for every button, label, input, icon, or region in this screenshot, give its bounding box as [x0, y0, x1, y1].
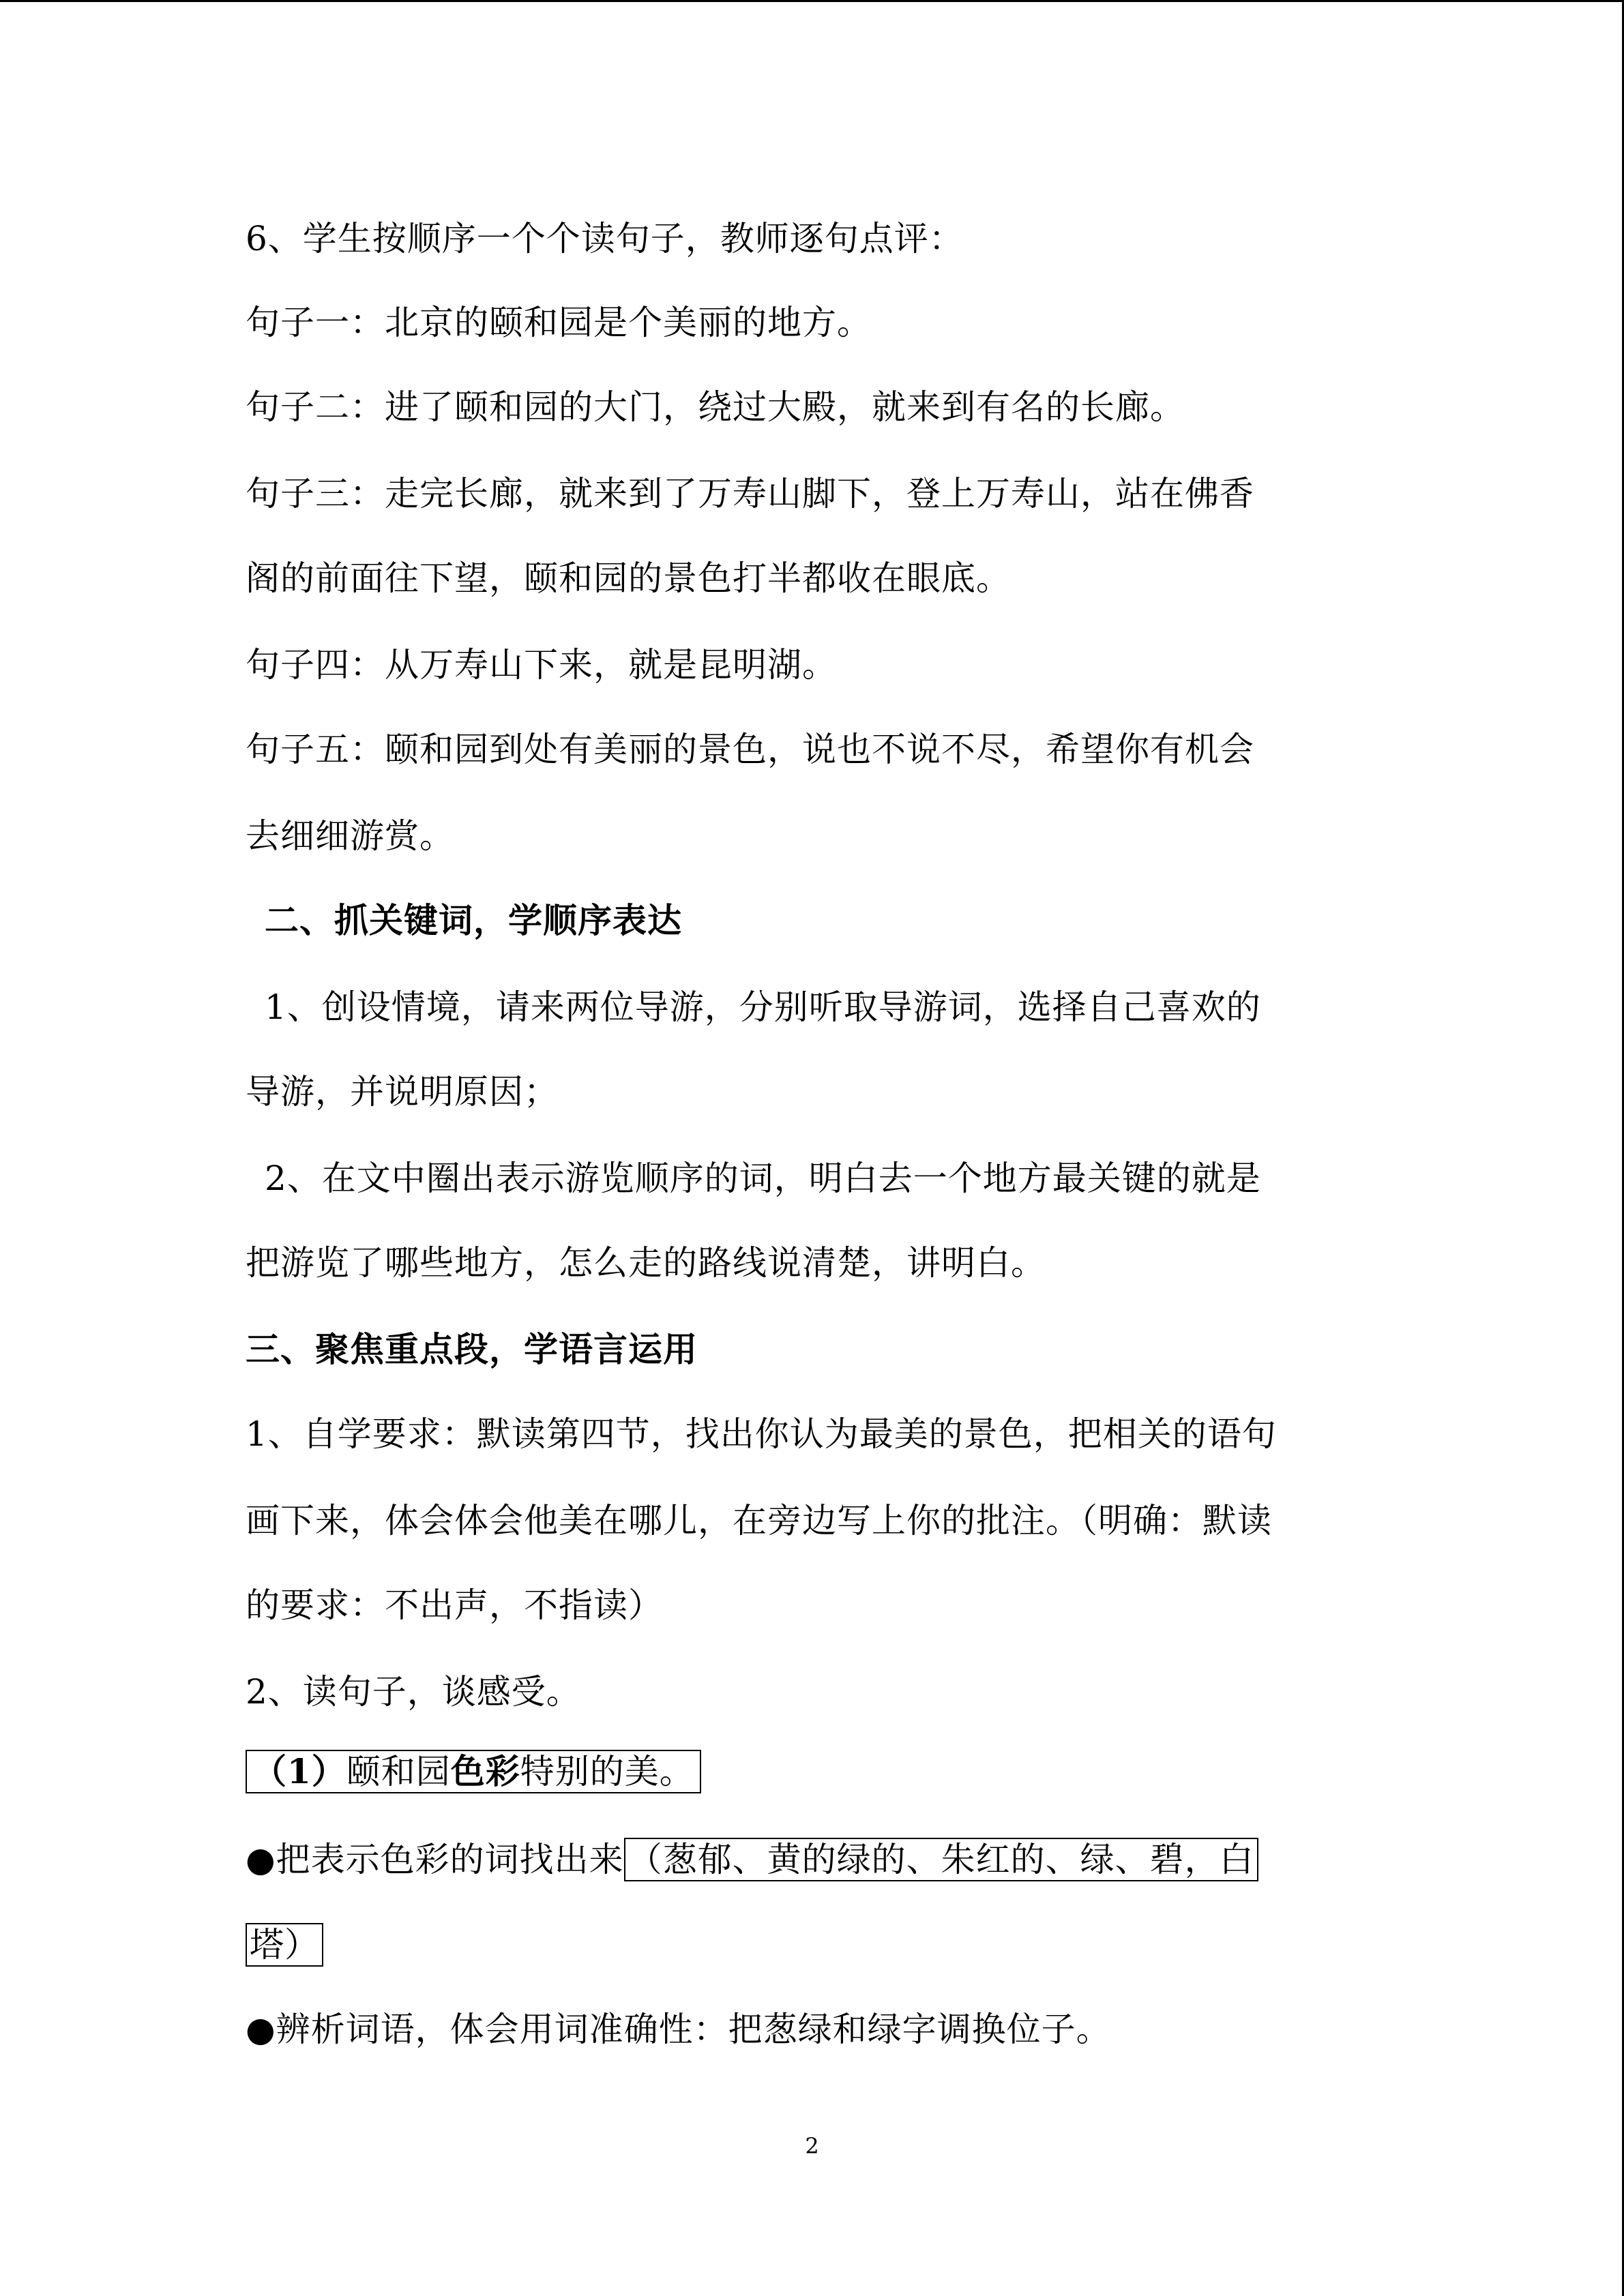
sentence-five-cont: 去细细游赏。 [246, 816, 454, 856]
box-text-a: 颐和园 [346, 1752, 451, 1791]
sentence-one: 句子一：北京的颐和园是个美丽的地方。 [246, 303, 872, 342]
color-beauty-box [246, 1750, 701, 1793]
color-words-answer-box: （葱郁、黄的绿的、朱红的、绿、碧，白 [624, 1838, 1258, 1881]
self-study-requirement: 1、自学要求：默读第四节，找出你认为最美的景色，把相关的语句 [246, 1414, 1277, 1454]
color-beauty-box-line [246, 1750, 701, 1793]
sentence-four: 句子四：从万寿山下来，就是昆明湖。 [246, 645, 837, 685]
color-words-answer-box-cont: 塔） [246, 1923, 323, 1967]
find-color-words-line [246, 1838, 1258, 1881]
box-number: （1） [252, 1751, 346, 1791]
self-study-requirement-cont: 画下来，体会体会他美在哪儿，在旁边写上你的批注。（明确：默读 [246, 1501, 1272, 1540]
step-2-circle-words: 2、在文中圈出表示游览顺序的词，明白去一个地方最关键的就是 [265, 1159, 1261, 1198]
step-1-cont: 导游，并说明原因； [246, 1072, 559, 1112]
sentence-five: 句子五：颐和园到处有美丽的景色，说也不说不尽，希望你有机会 [246, 730, 1254, 769]
self-study-requirement-end: 的要求：不出声，不指读） [246, 1585, 663, 1625]
step-2-cont: 把游览了哪些地方，怎么走的路线说清楚，讲明白。 [246, 1243, 1046, 1283]
section-heading-two: 二、抓关键词，学顺序表达 [265, 900, 682, 940]
paragraph-step-6: 6、学生按顺序一个个读句子，教师逐句点评： [246, 219, 964, 258]
section-heading-three: 三、聚焦重点段，学语言运用 [246, 1329, 698, 1369]
sentence-two: 句子二：进了颐和园的大门，绕过大殿，就来到有名的长廊。 [246, 387, 1185, 427]
find-color-words-text: ●把表示色彩的词找出来 [246, 1840, 624, 1879]
box-text-c: 特别的美。 [520, 1752, 694, 1791]
page-number: 2 [805, 2133, 819, 2159]
sentence-three-cont: 阁的前面往下望，颐和园的景色打半都收在眼底。 [246, 558, 1011, 598]
word-analysis-line: ●辨析词语，体会用词准确性：把葱绿和绿字调换位子。 [246, 2010, 1111, 2049]
color-words-answer-cont-line [246, 1923, 323, 1967]
box-text-color: 色彩 [450, 1751, 520, 1791]
step-1-create-scene: 1、创设情境，请来两位导游，分别听取导游词，选择自己喜欢的 [265, 987, 1261, 1027]
read-sentences-step: 2、读句子，谈感受。 [246, 1672, 581, 1712]
sentence-three: 句子三：走完长廊，就来到了万寿山脚下，登上万寿山，站在佛香 [246, 474, 1254, 513]
